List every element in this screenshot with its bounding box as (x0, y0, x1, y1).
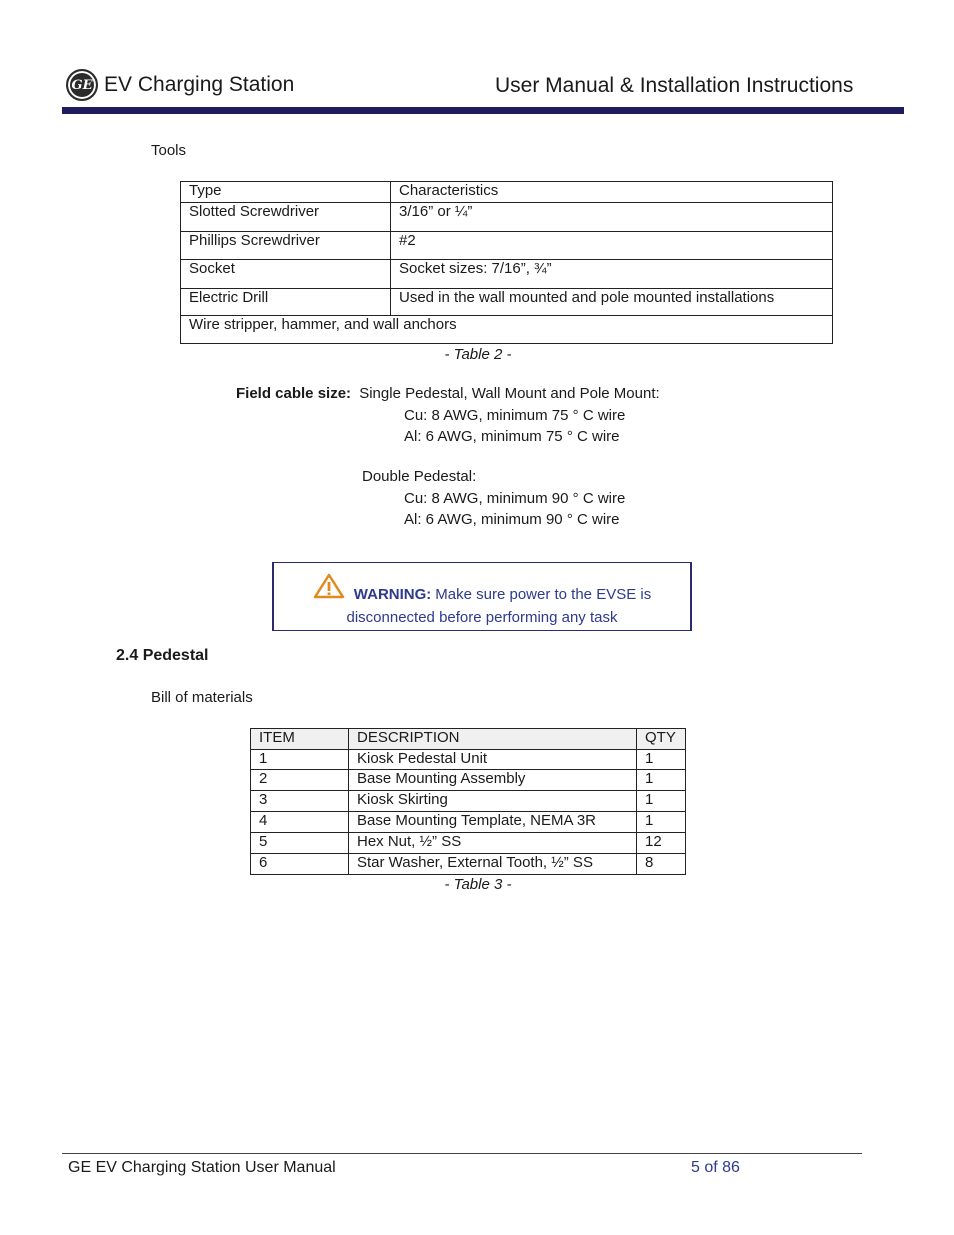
warning-box (272, 562, 692, 631)
table-cell: Hex Nut, ½” SS (349, 833, 637, 854)
warning-text-2: disconnected before performing any task (346, 609, 618, 626)
table-cell: 5 (251, 833, 349, 854)
table-cell: 3/16” or ¼” (391, 203, 833, 232)
table-row (251, 833, 686, 854)
tools-heading: Tools (151, 142, 187, 159)
bom-table (250, 728, 686, 875)
table-row (181, 289, 833, 316)
table-3-caption: - Table 3 - (444, 876, 512, 893)
table-row (251, 854, 686, 875)
table-row (251, 791, 686, 812)
table-2-caption: - Table 2 - (444, 346, 512, 363)
footer-title: GE EV Charging Station User Manual (68, 1159, 336, 1176)
table-cell: 1 (637, 770, 686, 791)
table-cell: Base Mounting Assembly (349, 770, 637, 791)
table-header-cell: Type (181, 182, 391, 203)
table-header-cell: QTY (637, 729, 686, 750)
warning-label: WARNING: (353, 586, 432, 603)
table-cell: Electric Drill (181, 289, 391, 316)
table-cell: Used in the wall mounted and pole mounted installations (391, 289, 833, 316)
field-cable-double-heading: Double Pedestal: (362, 468, 477, 485)
field-cable-single-cu: Cu: 8 AWG, minimum 75 ° C wire (404, 407, 626, 424)
field-cable-single-heading: Single Pedestal, Wall Mount and Pole Mount: (359, 385, 660, 402)
table-row (181, 316, 833, 344)
warning-line-1 (274, 577, 690, 603)
ge-logo: GE (66, 69, 98, 101)
footer-divider (62, 1153, 862, 1154)
table-row (181, 203, 833, 232)
table-row (251, 770, 686, 791)
table-cell: 6 (251, 854, 349, 875)
table-header-cell: Characteristics (391, 182, 833, 203)
warning-text-1: Make sure power to the EVSE is (435, 586, 652, 603)
table-cell: Star Washer, External Tooth, ½” SS (349, 854, 637, 875)
field-cable-single-al: Al: 6 AWG, minimum 75 ° C wire (404, 428, 620, 445)
table-cell: 3 (251, 791, 349, 812)
table-row (181, 232, 833, 260)
table-header-cell: DESCRIPTION (349, 729, 637, 750)
page-number: 5 of 86 (691, 1159, 740, 1176)
field-cable-double-cu: Cu: 8 AWG, minimum 90 ° C wire (404, 490, 626, 507)
field-cable-label: Field cable size: (236, 385, 352, 402)
table-cell: Kiosk Pedestal Unit (349, 750, 637, 770)
table-header-row (251, 729, 686, 750)
warning-triangle-icon (313, 573, 345, 599)
table-cell: Socket sizes: 7/16”, ¾” (391, 260, 833, 289)
table-cell: Slotted Screwdriver (181, 203, 391, 232)
table-cell-full: Wire stripper, hammer, and wall anchors (181, 316, 833, 344)
table-cell: 1 (637, 791, 686, 812)
table-cell: Phillips Screwdriver (181, 232, 391, 260)
table-cell: 12 (637, 833, 686, 854)
table-cell: Base Mounting Template, NEMA 3R (349, 812, 637, 833)
table-cell: #2 (391, 232, 833, 260)
table-cell: 1 (637, 750, 686, 770)
table-row (181, 260, 833, 289)
table-header-cell: ITEM (251, 729, 349, 750)
table-cell: Kiosk Skirting (349, 791, 637, 812)
field-cable-double-al: Al: 6 AWG, minimum 90 ° C wire (404, 511, 620, 528)
table-cell: 1 (637, 812, 686, 833)
header-title-right: User Manual & Installation Instructions (495, 74, 854, 97)
table-cell: 2 (251, 770, 349, 791)
table-cell: 8 (637, 854, 686, 875)
header-brand (66, 68, 294, 102)
tools-table (180, 181, 833, 344)
table-cell: 1 (251, 750, 349, 770)
table-cell: 4 (251, 812, 349, 833)
section-heading: 2.4 Pedestal (116, 647, 209, 664)
field-cable-line (236, 385, 660, 402)
bom-subheading: Bill of materials (151, 689, 253, 706)
header-title-left: EV Charging Station (104, 73, 295, 96)
table-row (251, 812, 686, 833)
table-header-row (181, 182, 833, 203)
table-row (251, 750, 686, 770)
table-cell: Socket (181, 260, 391, 289)
header-divider (62, 107, 904, 114)
